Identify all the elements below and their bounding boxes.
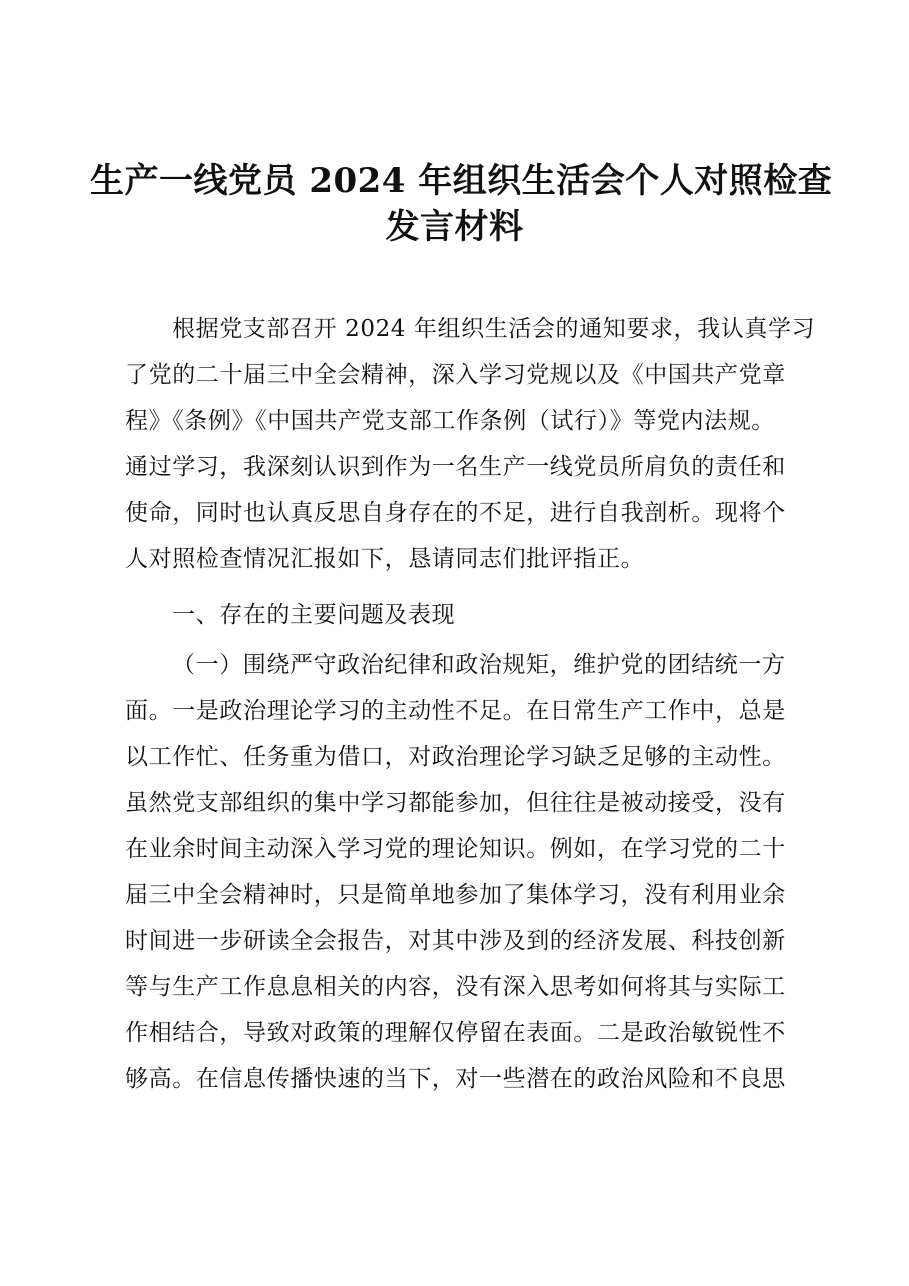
- intro-line-2: 了党的二十届三中全会精神，深入学习党规以及《中国共产党章: [125, 362, 786, 388]
- intro-line-3: 程》《条例》《中国共产党支部工作条例（试行）》等党内法规。: [125, 408, 775, 434]
- subsection-line-2: 面。一是政治理论学习的主动性不足。在日常生产工作中，总是: [125, 698, 786, 724]
- subsection-line-1: （一）围绕严守政治纪律和政治规矩，维护党的团结统一方: [172, 652, 786, 678]
- section-heading: 一、存在的主要问题及表现: [172, 602, 456, 628]
- subsection-line-5: 在业余时间主动深入学习党的理论知识。例如，在学习党的二十: [125, 836, 786, 862]
- intro-line-1: 根据党支部召开 2024 年组织生活会的通知要求，我认真学习: [172, 316, 816, 342]
- intro-line-6: 人对照检查情况汇报如下，恳请同志们批评指正。: [125, 546, 645, 572]
- intro-line-5: 使命，同时也认真反思自身存在的不足，进行自我剖析。现将个: [125, 500, 786, 526]
- intro-line-4: 通过学习，我深刻认识到作为一名生产一线党员所肩负的责任和: [125, 454, 786, 480]
- subsection-line-4: 虽然党支部组织的集中学习都能参加，但往往是被动接受，没有: [125, 790, 786, 816]
- document-title-line-2: 发言材料: [385, 207, 524, 247]
- subsection-line-10: 够高。在信息传播快速的当下，对一些潜在的政治风险和不良思: [125, 1066, 786, 1092]
- subsection-line-8: 等与生产工作息息相关的内容，没有深入思考如何将其与实际工: [125, 974, 786, 1000]
- subsection-line-6: 届三中全会精神时，只是简单地参加了集体学习，没有利用业余: [125, 882, 786, 908]
- subsection-line-7: 时间进一步研读全会报告，对其中涉及到的经济发展、科技创新: [125, 928, 786, 954]
- subsection-line-9: 作相结合，导致对政策的理解仅停留在表面。二是政治敏锐性不: [125, 1020, 786, 1046]
- subsection-line-3: 以工作忙、任务重为借口，对政治理论学习缺乏足够的主动性。: [125, 744, 786, 770]
- document-title-line-1: 生产一线党员 2024 年组织生活会个人对照检查: [90, 161, 833, 201]
